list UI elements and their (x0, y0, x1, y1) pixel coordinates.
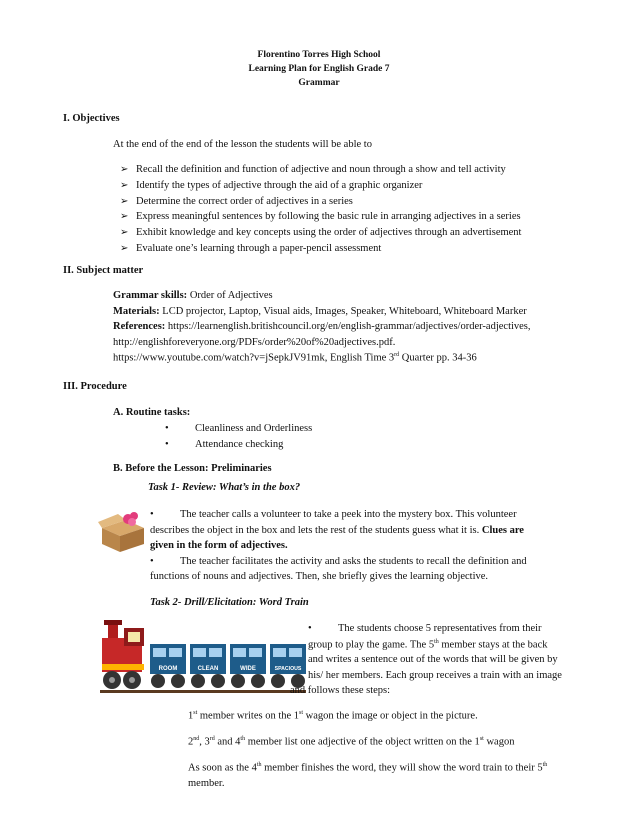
list-item: ➢ Express meaningful sentences by following the basic rule in arranging adjectives in a series (120, 211, 521, 223)
dot-bullet-icon: • (308, 623, 312, 634)
list-item: • Attendance checking (165, 438, 283, 453)
procedure-heading: III. Procedure (63, 381, 127, 392)
arrow-bullet-icon: ➢ (120, 164, 129, 175)
wagon-label-room: ROOM (158, 666, 178, 672)
wagon-label-spacious: SPACIOUS (274, 666, 302, 672)
objectives-list (120, 163, 521, 258)
step-3: As soon as the 4th member finishes the word, they will show the word train to their 5th member. (188, 762, 548, 789)
gift-box-icon (96, 510, 148, 554)
step-1: 1st member writes on the 1st wagon the image or object in the picture. (188, 710, 478, 722)
task1-text: • The teacher calls a volunteer to take a peek into the mystery box. This volunteer describes the object in the box and lets the rest of the students guess what it is. Clues are given in the form of adjectives. • The teacher facilitates the activity and asks the students to recall the definition and functions of nouns and adjectives. Then, she briefly gives the learning objective. (150, 509, 527, 582)
objectives-intro: At the end of the end of the lesson the students will be able to (113, 139, 372, 150)
subject-title: Grammar (298, 77, 340, 88)
subject-matter-heading: II. Subject matter (63, 265, 144, 276)
arrow-bullet-icon: ➢ (120, 211, 129, 223)
task2-text: • The students choose 5 representatives from their group to play the game. The 5th member stays at the back and writes a sentence out of the words that will be given by his/ her members. Each group receives a train with an image (308, 623, 562, 681)
school-name: Florentino Torres High School (257, 50, 381, 60)
wagon-label-wide: WIDE (240, 666, 256, 672)
list-item: • Cleanliness and Orderliness (165, 422, 312, 437)
task1-title: Task 1- Review: What’s in the box? (148, 482, 301, 493)
routine-heading: A. Routine tasks: (113, 407, 191, 418)
list-item: ➢ Determine the correct order of adjectives in a series (120, 195, 353, 207)
document-header (0, 49, 638, 90)
list-item: ➢ Evaluate one’s learning through a paper-pencil assessment (120, 242, 382, 254)
dot-bullet-icon: • (165, 439, 169, 450)
arrow-bullet-icon: ➢ (120, 179, 129, 191)
arrow-bullet-icon: ➢ (120, 242, 129, 254)
dot-bullet-icon: • (165, 423, 169, 434)
list-item: ➢ Recall the definition and function of adjective and noun through a show and tell activity (120, 164, 506, 175)
list-item: ➢ Identify the types of adjective through the aid of a graphic organizer (120, 179, 423, 191)
list-item: ➢ Exhibit knowledge and key concepts using the order of adjectives through an advertisement (120, 227, 522, 239)
task2-text-end: and follows these steps: (290, 685, 391, 696)
train-icon (98, 618, 308, 698)
wagon-label-clean: CLEAN (197, 666, 219, 672)
task2-title: Task 2- Drill/Elicitation: Word Train (150, 597, 309, 608)
dot-bullet-icon: • (150, 555, 154, 567)
dot-bullet-icon: • (150, 509, 154, 520)
subject-matter-block: Grammar skills: Order of Adjectives Materials: LCD projector, Laptop, Visual aids, Images, Speaker, Whiteboard, Whiteboard Marker References: https://learnenglish.britishcouncil.org/en/english-grammar/adjectives/order-adjectives, http://englishforeveryone.org/PDFs/order%20of%20adjectives.pdf. https://www.youtube.com/watch?v=jSepkJV91mk, English Time 3rd Quarter pp. 34-36 (113, 290, 531, 364)
before-lesson-heading: B. Before the Lesson: Preliminaries (113, 463, 272, 474)
arrow-bullet-icon: ➢ (120, 227, 129, 239)
objectives-heading: I. Objectives (63, 113, 120, 124)
step-2: 2nd, 3rd and 4th member list one adjective of the object written on the 1st wagon (188, 736, 515, 748)
plan-title: Learning Plan for English Grade 7 (248, 63, 390, 74)
arrow-bullet-icon: ➢ (120, 195, 129, 207)
